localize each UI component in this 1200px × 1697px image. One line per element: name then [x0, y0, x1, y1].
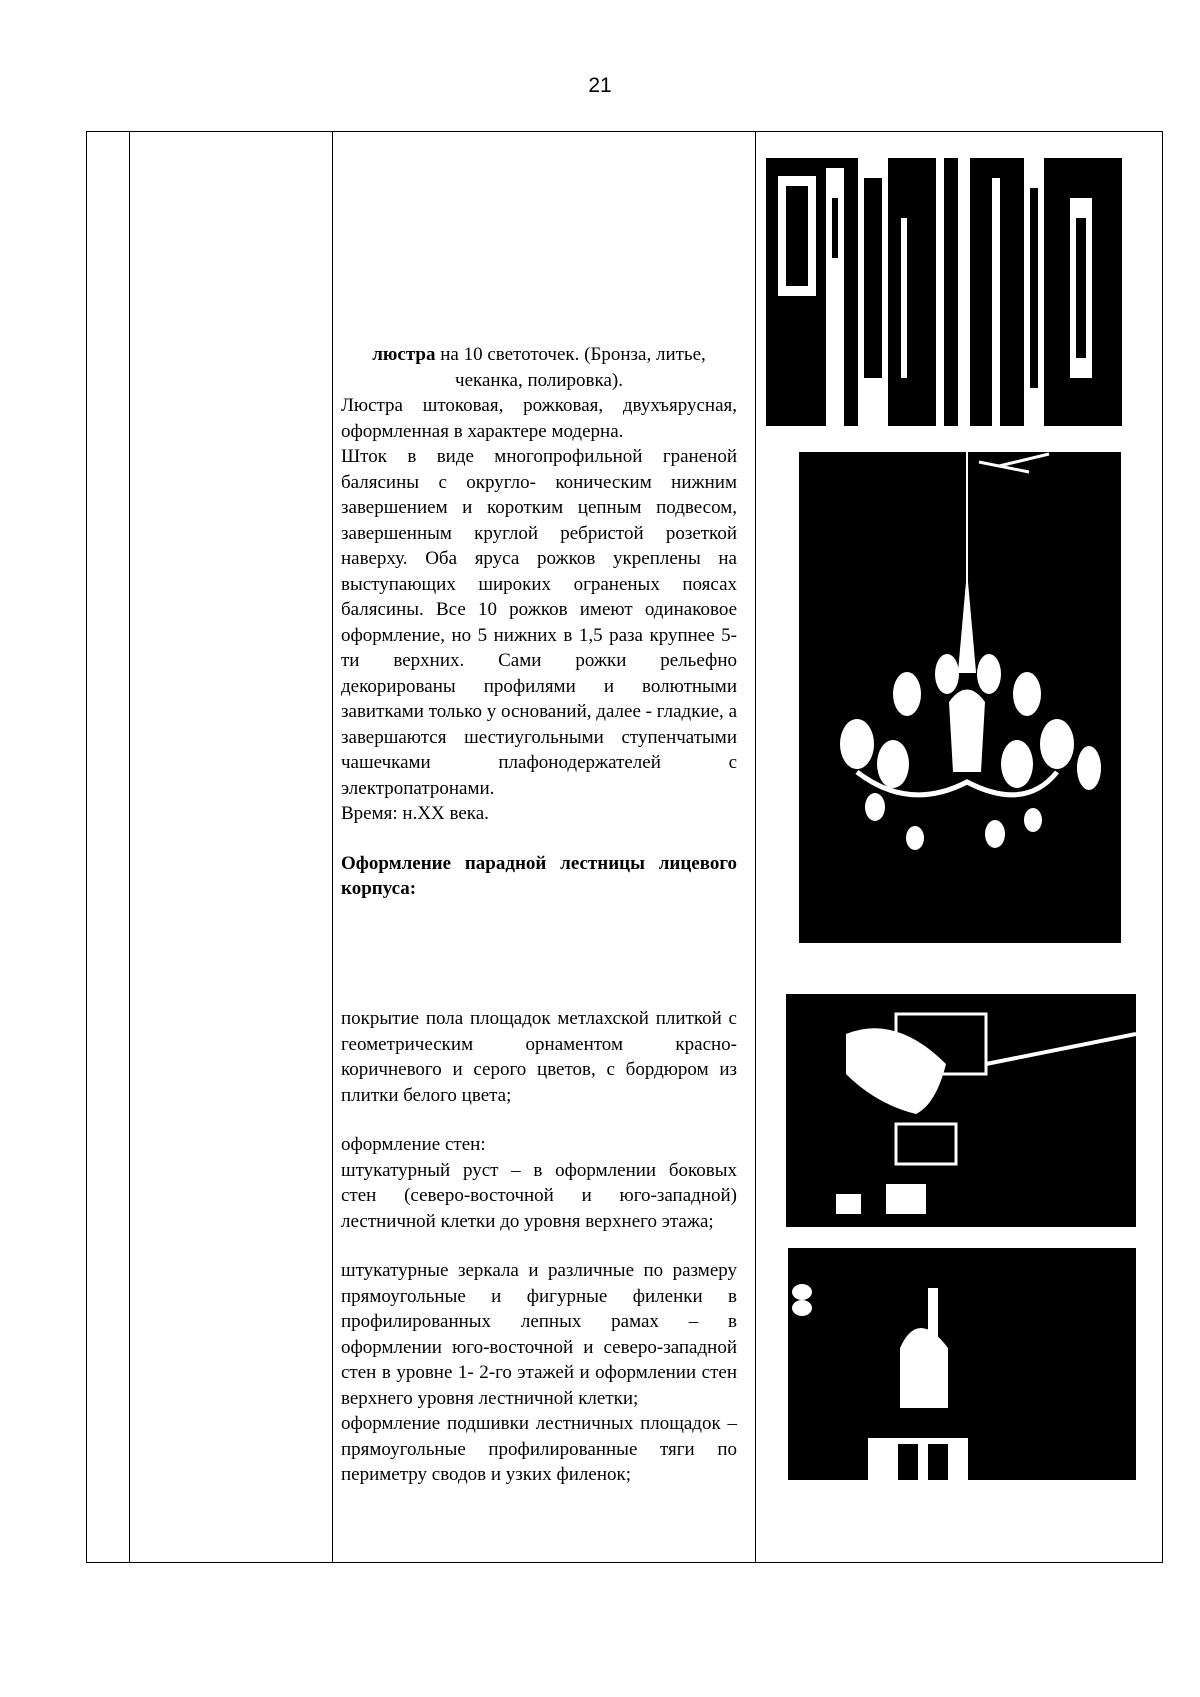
chandelier-photo — [799, 452, 1121, 943]
walls-heading: оформление стен: — [341, 1134, 486, 1155]
doors-photo-left — [766, 158, 936, 426]
column-divider-1 — [129, 132, 130, 1562]
chandelier-detail: Шток в виде многопрофильной граненой балясины с округло- коническим нижним завершением и коротким цепным подвесом, завершенным круглой ребристой розеткой наверху. Оба яруса рожков укреплены на выступающих широких ограненых поясах балясины. Все 10 рожков имеют одинаковое оформление, но 5 нижних в 1,5 раза крупнее 5-ти верхних. Сами рожки рельефно декорированы профилями и волютными завитками только у оснований, далее - гладкие, а завершаются шестиугольными ступенчатыми чашечками плафонодержателей с электропатронами. — [341, 446, 737, 799]
window-photo — [788, 1248, 1136, 1480]
chandelier-lead-line2: чеканка, полировка). — [455, 369, 623, 391]
mirrors-text: штукатурные зеркала и различные по размеру прямоугольные и фигурные филенки в профилированных лепных рамах – в оформлении юго-восточной и северо-западной стен в уровне 1- 2-го этажей и оформлении стен верхнего уровня лестничной клетки; — [341, 1260, 737, 1409]
staircase-heading: Оформление парадной лестницы лицевого корпуса: — [341, 852, 737, 899]
floor-covering-text: покрытие пола площадок метлахской плиткой с геометрическим орнаментом красно-коричневого и серого цветов, с бордюром из плитки белого цвета; — [341, 1008, 737, 1106]
doors-photo-right — [944, 158, 1122, 426]
chandelier-time: Время: н.XX века. — [341, 803, 489, 824]
staircase-floor-photo — [786, 994, 1136, 1227]
chandelier-body: Люстра штоковая, рожковая, двухъярусная, оформленная в характере модерна. — [341, 395, 737, 442]
staircase-description — [341, 1006, 737, 1488]
column-divider-3 — [755, 132, 756, 1562]
column-divider-2 — [332, 132, 333, 1562]
chandelier-lead: люстра на 10 светоточек. (Бронза, литье, — [372, 344, 706, 365]
chandelier-description — [341, 342, 737, 902]
page-number: 21 — [588, 74, 612, 97]
soffit-text: оформление подшивки лестничных площадок – прямоугольные профилированные тяги по периметру сводов и узких филенок; — [341, 1413, 737, 1485]
rustication-text: штукатурный руст – в оформлении боковых стен (северо-восточной и юго-западной) лестничной клетки до уровня верхнего этажа; — [341, 1159, 737, 1232]
